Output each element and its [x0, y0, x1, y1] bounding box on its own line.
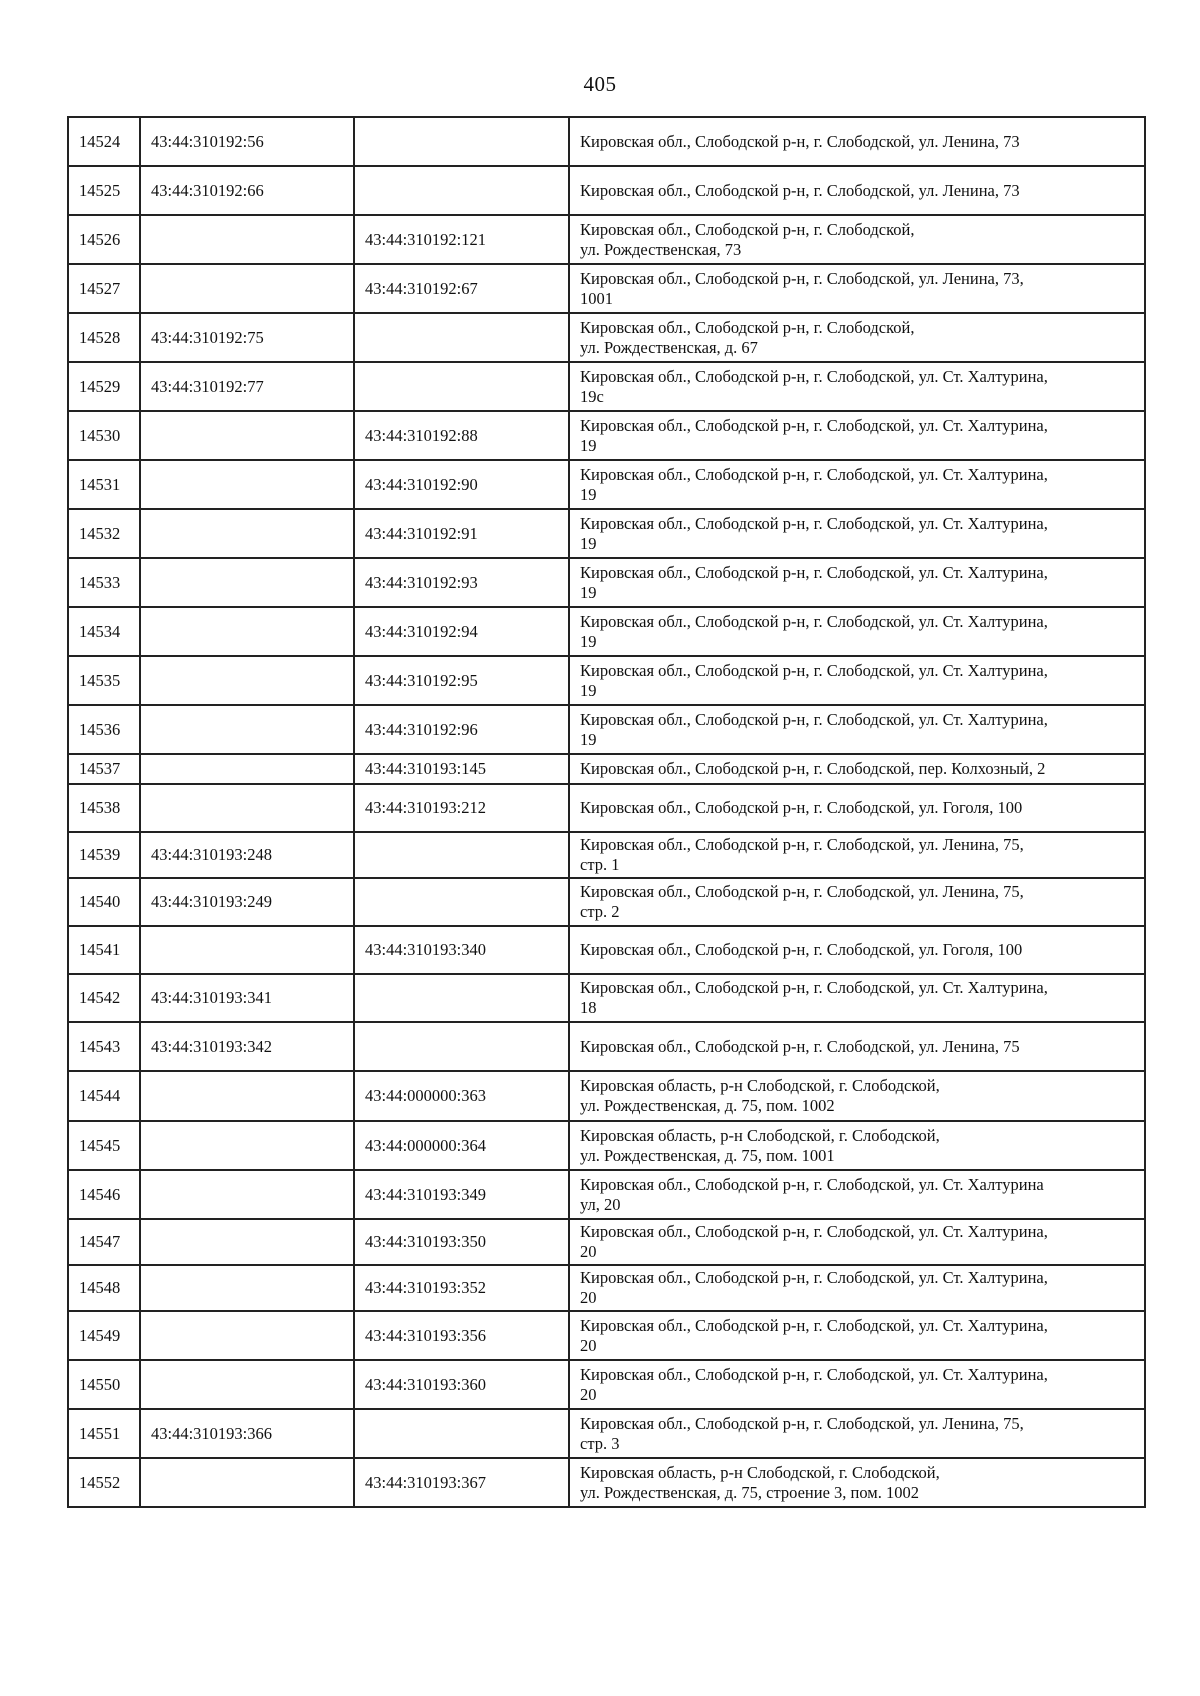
row-number: 14536	[68, 705, 140, 754]
cadastral-number-parcel: 43:44:310192:77	[140, 362, 354, 411]
cadastral-number-object: 43:44:310193:340	[354, 926, 569, 974]
cadastral-number-parcel	[140, 264, 354, 313]
table-row	[68, 784, 1145, 832]
table-row	[68, 705, 1145, 754]
row-number: 14531	[68, 460, 140, 509]
row-number: 14540	[68, 878, 140, 926]
cadastral-number-parcel	[140, 1170, 354, 1219]
object-address: Кировская обл., Слободской р-н, г. Слободской, ул. Ст. Халтурина, 19	[569, 460, 1145, 509]
table-row	[68, 117, 1145, 166]
row-number: 14528	[68, 313, 140, 362]
row-number: 14537	[68, 754, 140, 784]
cadastral-number-parcel: 43:44:310192:75	[140, 313, 354, 362]
table-row	[68, 1071, 1145, 1121]
object-address: Кировская обл., Слободской р-н, г. Слободской, ул. Ст. Халтурина, 19	[569, 411, 1145, 460]
cadastral-number-parcel	[140, 784, 354, 832]
table-row	[68, 1022, 1145, 1071]
object-address: Кировская обл., Слободской р-н, г. Слободской, ул. Ст. Халтурина, 19с	[569, 362, 1145, 411]
object-address: Кировская обл., Слободской р-н, г. Слободской, ул. Ст. Халтурина, 18	[569, 974, 1145, 1022]
object-address: Кировская обл., Слободской р-н, г. Слободской, ул. Ст. Халтурина, 19	[569, 558, 1145, 607]
cadastral-number-parcel	[140, 460, 354, 509]
cadastral-number-object: 43:44:310193:212	[354, 784, 569, 832]
cadastral-number-object: 43:44:310192:95	[354, 656, 569, 705]
table-row	[68, 362, 1145, 411]
cadastral-number-parcel	[140, 558, 354, 607]
row-number: 14533	[68, 558, 140, 607]
object-address: Кировская обл., Слободской р-н, г. Слободской, ул. Рождественская, 73	[569, 215, 1145, 264]
row-number: 14552	[68, 1458, 140, 1507]
cadastral-number-parcel	[140, 215, 354, 264]
cadastral-number-parcel: 43:44:310193:341	[140, 974, 354, 1022]
object-address: Кировская область, р-н Слободской, г. Слободской, ул. Рождественская, д. 75, пом. 1002	[569, 1071, 1145, 1121]
object-address: Кировская обл., Слободской р-н, г. Слободской, ул. Ленина, 75, стр. 1	[569, 832, 1145, 878]
table-row	[68, 460, 1145, 509]
cadastral-number-object	[354, 166, 569, 215]
object-address: Кировская обл., Слободской р-н, г. Слободской, ул. Ст. Халтурина, 19	[569, 656, 1145, 705]
row-number: 14548	[68, 1265, 140, 1311]
cadastral-number-parcel	[140, 1219, 354, 1265]
table-row	[68, 1121, 1145, 1170]
cadastral-number-object: 43:44:310193:349	[354, 1170, 569, 1219]
object-address: Кировская обл., Слободской р-н, г. Слободской, ул. Ст. Халтурина, 19	[569, 509, 1145, 558]
cadastral-number-parcel	[140, 607, 354, 656]
row-number: 14532	[68, 509, 140, 558]
table-row	[68, 509, 1145, 558]
cadastral-number-object: 43:44:000000:363	[354, 1071, 569, 1121]
row-number: 14527	[68, 264, 140, 313]
row-number: 14526	[68, 215, 140, 264]
row-number: 14530	[68, 411, 140, 460]
cadastral-number-parcel: 43:44:310193:342	[140, 1022, 354, 1071]
object-address: Кировская обл., Слободской р-н, г. Слободской, ул. Ст. Халтурина ул, 20	[569, 1170, 1145, 1219]
cadastral-number-object: 43:44:310192:67	[354, 264, 569, 313]
table-row	[68, 1311, 1145, 1360]
object-address: Кировская обл., Слободской р-н, г. Слободской, ул. Гоголя, 100	[569, 784, 1145, 832]
row-number: 14549	[68, 1311, 140, 1360]
row-number: 14524	[68, 117, 140, 166]
cadastral-number-parcel	[140, 754, 354, 784]
cadastral-number-object	[354, 1409, 569, 1458]
cadastral-number-object	[354, 362, 569, 411]
object-address: Кировская обл., Слободской р-н, г. Слободской, ул. Гоголя, 100	[569, 926, 1145, 974]
cadastral-number-object: 43:44:310193:352	[354, 1265, 569, 1311]
object-address: Кировская область, р-н Слободской, г. Слободской, ул. Рождественская, д. 75, пом. 1001	[569, 1121, 1145, 1170]
cadastral-number-parcel	[140, 1265, 354, 1311]
cadastral-number-parcel	[140, 1071, 354, 1121]
cadastral-number-parcel: 43:44:310192:66	[140, 166, 354, 215]
registry-table-body	[68, 117, 1145, 1507]
cadastral-number-object: 43:44:310193:367	[354, 1458, 569, 1507]
object-address: Кировская обл., Слободской р-н, г. Слободской, ул. Ленина, 75	[569, 1022, 1145, 1071]
table-row	[68, 558, 1145, 607]
cadastral-number-parcel	[140, 926, 354, 974]
row-number: 14546	[68, 1170, 140, 1219]
row-number: 14551	[68, 1409, 140, 1458]
cadastral-number-object	[354, 1022, 569, 1071]
table-row	[68, 1219, 1145, 1265]
table-row	[68, 607, 1145, 656]
table-row	[68, 1265, 1145, 1311]
table-row	[68, 1409, 1145, 1458]
table-row	[68, 215, 1145, 264]
cadastral-number-parcel	[140, 1311, 354, 1360]
cadastral-number-parcel: 43:44:310192:56	[140, 117, 354, 166]
cadastral-number-parcel	[140, 411, 354, 460]
object-address: Кировская обл., Слободской р-н, г. Слободской, ул. Рождественская, д. 67	[569, 313, 1145, 362]
cadastral-number-object: 43:44:310193:145	[354, 754, 569, 784]
table-row	[68, 1170, 1145, 1219]
cadastral-number-object: 43:44:310193:350	[354, 1219, 569, 1265]
cadastral-number-parcel: 43:44:310193:248	[140, 832, 354, 878]
cadastral-number-parcel	[140, 509, 354, 558]
table-row	[68, 878, 1145, 926]
object-address: Кировская обл., Слободской р-н, г. Слободской, ул. Ленина, 75, стр. 3	[569, 1409, 1145, 1458]
object-address: Кировская область, р-н Слободской, г. Слободской, ул. Рождественская, д. 75, строение 3, пом. 1002	[569, 1458, 1145, 1507]
table-row	[68, 656, 1145, 705]
table-row	[68, 264, 1145, 313]
cadastral-number-object	[354, 974, 569, 1022]
cadastral-number-object	[354, 832, 569, 878]
object-address: Кировская обл., Слободской р-н, г. Слободской, ул. Ленина, 73	[569, 117, 1145, 166]
table-row	[68, 1360, 1145, 1409]
cadastral-number-object: 43:44:310192:90	[354, 460, 569, 509]
page-number: 405	[583, 72, 617, 96]
row-number: 14543	[68, 1022, 140, 1071]
object-address: Кировская обл., Слободской р-н, г. Слободской, ул. Ст. Халтурина, 20	[569, 1219, 1145, 1265]
cadastral-number-object: 43:44:310192:96	[354, 705, 569, 754]
cadastral-number-object: 43:44:310193:356	[354, 1311, 569, 1360]
object-address: Кировская обл., Слободской р-н, г. Слободской, ул. Ст. Халтурина, 20	[569, 1360, 1145, 1409]
cadastral-number-object: 43:44:310192:91	[354, 509, 569, 558]
cadastral-number-object: 43:44:000000:364	[354, 1121, 569, 1170]
object-address: Кировская обл., Слободской р-н, г. Слободской, ул. Ст. Халтурина, 19	[569, 607, 1145, 656]
row-number: 14547	[68, 1219, 140, 1265]
row-number: 14535	[68, 656, 140, 705]
object-address: Кировская обл., Слободской р-н, г. Слободской, ул. Ленина, 73, 1001	[569, 264, 1145, 313]
cadastral-number-parcel	[140, 1360, 354, 1409]
cadastral-number-parcel	[140, 705, 354, 754]
object-address: Кировская обл., Слободской р-н, г. Слободской, пер. Колхозный, 2	[569, 754, 1145, 784]
cadastral-number-object	[354, 313, 569, 362]
cadastral-number-parcel: 43:44:310193:249	[140, 878, 354, 926]
object-address: Кировская обл., Слободской р-н, г. Слободской, ул. Ст. Халтурина, 20	[569, 1265, 1145, 1311]
row-number: 14545	[68, 1121, 140, 1170]
cadastral-number-object: 43:44:310192:93	[354, 558, 569, 607]
row-number: 14525	[68, 166, 140, 215]
table-row	[68, 926, 1145, 974]
cadastral-number-parcel	[140, 656, 354, 705]
cadastral-number-object: 43:44:310192:88	[354, 411, 569, 460]
object-address: Кировская обл., Слободской р-н, г. Слободской, ул. Ст. Халтурина, 20	[569, 1311, 1145, 1360]
table-row	[68, 411, 1145, 460]
table-row	[68, 754, 1145, 784]
table-row	[68, 1458, 1145, 1507]
row-number: 14542	[68, 974, 140, 1022]
row-number: 14539	[68, 832, 140, 878]
cadastral-number-object: 43:44:310192:121	[354, 215, 569, 264]
table-row	[68, 313, 1145, 362]
row-number: 14538	[68, 784, 140, 832]
row-number: 14550	[68, 1360, 140, 1409]
cadastral-number-object	[354, 878, 569, 926]
table-row	[68, 166, 1145, 215]
cadastral-number-object	[354, 117, 569, 166]
row-number: 14541	[68, 926, 140, 974]
cadastral-number-parcel: 43:44:310193:366	[140, 1409, 354, 1458]
row-number: 14529	[68, 362, 140, 411]
row-number: 14544	[68, 1071, 140, 1121]
cadastral-number-object: 43:44:310192:94	[354, 607, 569, 656]
object-address: Кировская обл., Слободской р-н, г. Слободской, ул. Ст. Халтурина, 19	[569, 705, 1145, 754]
table-row	[68, 974, 1145, 1022]
cadastral-number-object: 43:44:310193:360	[354, 1360, 569, 1409]
object-address: Кировская обл., Слободской р-н, г. Слободской, ул. Ленина, 75, стр. 2	[569, 878, 1145, 926]
row-number: 14534	[68, 607, 140, 656]
cadastral-number-parcel	[140, 1458, 354, 1507]
table-row	[68, 832, 1145, 878]
object-address: Кировская обл., Слободской р-н, г. Слободской, ул. Ленина, 73	[569, 166, 1145, 215]
registry-table	[67, 116, 1146, 1508]
cadastral-number-parcel	[140, 1121, 354, 1170]
